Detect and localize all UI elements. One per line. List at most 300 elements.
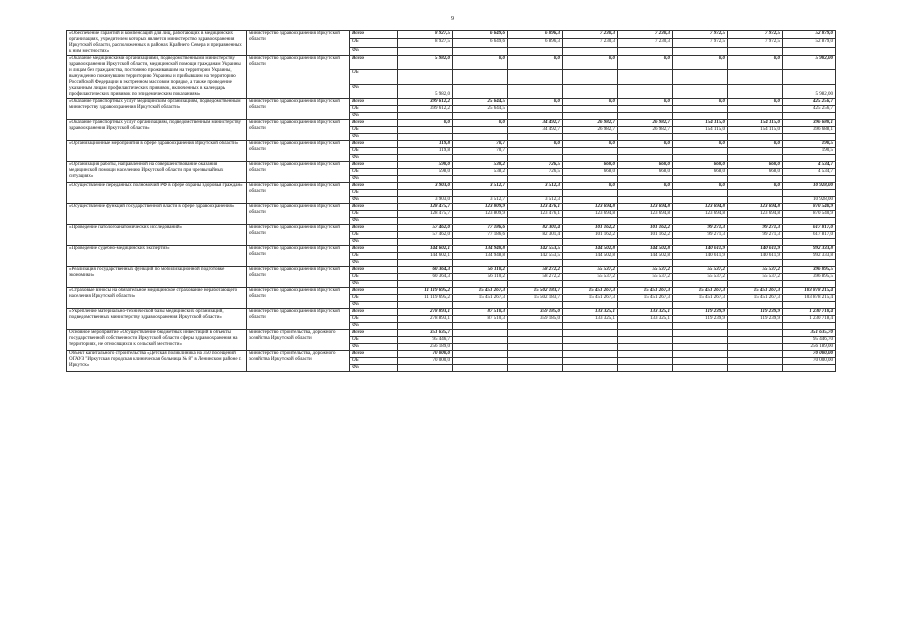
year-value-cell <box>398 365 453 372</box>
year-value-cell <box>728 190 783 197</box>
year-value-cell: 538,2 <box>453 169 508 176</box>
year-value-cell <box>453 134 508 141</box>
year-value-cell <box>508 344 563 351</box>
year-value-cell <box>728 84 783 98</box>
year-value-cell: 144 602,1 <box>398 253 453 260</box>
funding-source-label: Всего <box>350 31 398 39</box>
year-value-cell: 55 537,2 <box>618 274 673 281</box>
year-value-cell: 154 115,0 <box>673 127 728 134</box>
funding-source-label: ОБ <box>350 253 398 260</box>
year-value-cell <box>673 337 728 344</box>
year-value-cell: 82 301,4 <box>508 232 563 239</box>
year-value-cell <box>728 176 783 183</box>
year-value-cell: 101 162,2 <box>563 225 618 232</box>
total-cell: 396 688,1 <box>783 120 836 127</box>
total-cell <box>783 155 836 162</box>
table-row <box>67 162 836 169</box>
total-cell: 870 540,9 <box>783 211 836 218</box>
year-value-cell: 99 271,3 <box>728 225 783 232</box>
total-cell: 190,5 <box>783 141 836 148</box>
year-value-cell <box>618 239 673 246</box>
year-value-cell <box>728 239 783 246</box>
year-value-cell: 8 927,5 <box>398 31 453 39</box>
year-value-cell: 123 694,8 <box>728 211 783 218</box>
year-value-cell <box>508 260 563 267</box>
table-row <box>67 246 836 253</box>
year-value-cell <box>453 127 508 134</box>
total-cell <box>783 260 836 267</box>
year-value-cell: 123 809,9 <box>453 211 508 218</box>
year-value-cell: 25 644,5 <box>453 106 508 113</box>
funding-source-label: ФБ <box>350 281 398 288</box>
year-value-cell <box>673 84 728 98</box>
year-value-cell: 133 325,1 <box>563 309 618 316</box>
year-value-cell: 119 239,9 <box>728 309 783 316</box>
year-value-cell <box>508 358 563 365</box>
year-value-cell <box>398 176 453 183</box>
year-value-cell <box>728 323 783 330</box>
year-value-cell: 278 893,1 <box>398 309 453 316</box>
year-value-cell <box>508 106 563 113</box>
year-value-cell <box>453 302 508 309</box>
year-value-cell: 3 512,3 <box>508 183 563 190</box>
year-value-cell <box>398 70 453 84</box>
measure-name: «Оказание транспортных услуг медицинским организациям, подведомственным министерству здравоохранения Иркутской области» <box>67 99 247 120</box>
year-value-cell <box>673 148 728 155</box>
year-value-cell: 144 502,8 <box>618 246 673 253</box>
year-value-cell <box>728 358 783 365</box>
year-value-cell: 0,0 <box>508 56 563 70</box>
year-value-cell <box>563 106 618 113</box>
year-value-cell <box>508 84 563 98</box>
year-value-cell: 123 694,8 <box>563 204 618 211</box>
year-value-cell: 3 512,7 <box>453 183 508 190</box>
executor: министерство здравоохранения Иркутской области <box>247 246 350 267</box>
measure-name: «Укрепление материально-технической базы медицинских организаций, подведомственных министерству здравоохранения Иркутской области» <box>67 309 247 330</box>
year-value-cell: 123 694,8 <box>728 204 783 211</box>
year-value-cell: 7 972,5 <box>728 31 783 39</box>
year-value-cell: 3 903,0 <box>398 183 453 190</box>
year-value-cell <box>673 70 728 84</box>
funding-source-label: ФБ <box>350 84 398 98</box>
funding-source-label: ОБ <box>350 169 398 176</box>
year-value-cell: 55 537,2 <box>673 267 728 274</box>
year-value-cell: 7 230,3 <box>563 31 618 39</box>
total-cell: 870 540,9 <box>783 204 836 211</box>
year-value-cell: 77 186,6 <box>453 225 508 232</box>
year-value-cell <box>618 47 673 55</box>
year-value-cell <box>728 47 783 55</box>
year-value-cell <box>673 106 728 113</box>
year-value-cell <box>453 84 508 98</box>
year-value-cell <box>673 281 728 288</box>
year-value-cell: 668,0 <box>563 169 618 176</box>
year-value-cell: 5 982,0 <box>398 84 453 98</box>
year-value-cell: 15 451 267,3 <box>618 295 673 302</box>
executor: министерство здравоохранения Иркутской области <box>247 141 350 162</box>
year-value-cell: 144 502,8 <box>563 246 618 253</box>
total-cell: 396 895,5 <box>783 267 836 274</box>
year-value-cell <box>508 351 563 358</box>
year-value-cell: 359 185,0 <box>508 316 563 323</box>
year-value-cell: 0,0 <box>728 141 783 148</box>
year-value-cell: 26 982,7 <box>618 120 673 127</box>
year-value-cell <box>728 106 783 113</box>
funding-source-label: ОБ <box>350 316 398 323</box>
year-value-cell: 256 189,0 <box>398 344 453 351</box>
year-value-cell <box>618 365 673 372</box>
year-value-cell <box>398 323 453 330</box>
funding-source-label: ФБ <box>350 197 398 204</box>
year-value-cell <box>563 155 618 162</box>
year-value-cell <box>563 365 618 372</box>
year-value-cell: 7 230,3 <box>618 31 673 39</box>
year-value-cell <box>508 176 563 183</box>
measure-name: Основное мероприятие «Осуществление бюджетных инвестиций в объекты государственной собственности Иркутской области сферы здравоохранения на территориях, не относящихся к сельской местности» <box>67 330 247 351</box>
year-value-cell: 359 185,0 <box>508 309 563 316</box>
year-value-cell <box>618 176 673 183</box>
executor: министерство здравоохранения Иркутской области <box>247 99 350 120</box>
year-value-cell: 6 649,6 <box>453 39 508 47</box>
year-value-cell: 133 325,1 <box>618 316 673 323</box>
year-value-cell: 0,0 <box>673 183 728 190</box>
year-value-cell <box>563 176 618 183</box>
year-value-cell: 15 451 267,3 <box>453 288 508 295</box>
year-value-cell: 15 451 267,3 <box>673 288 728 295</box>
year-value-cell <box>673 302 728 309</box>
year-value-cell <box>398 239 453 246</box>
total-cell <box>783 176 836 183</box>
year-value-cell: 87 510,3 <box>453 316 508 323</box>
funding-source-label: ОБ <box>350 232 398 239</box>
year-value-cell <box>673 47 728 55</box>
funding-source-label: ФБ <box>350 176 398 183</box>
year-value-cell <box>563 239 618 246</box>
total-cell: 617 817,0 <box>783 232 836 239</box>
year-value-cell <box>508 190 563 197</box>
year-value-cell: 7 972,5 <box>728 39 783 47</box>
year-value-cell <box>618 155 673 162</box>
year-value-cell: 0,0 <box>563 141 618 148</box>
year-value-cell <box>508 330 563 337</box>
year-value-cell <box>618 302 673 309</box>
year-value-cell: 0,0 <box>563 99 618 106</box>
year-value-cell: 0,0 <box>673 141 728 148</box>
year-value-cell: 101 162,2 <box>618 232 673 239</box>
year-value-cell: 598,0 <box>398 162 453 169</box>
funding-source-label: ОБ <box>350 39 398 47</box>
year-value-cell <box>728 148 783 155</box>
year-value-cell: 7 230,3 <box>563 39 618 47</box>
year-value-cell <box>673 176 728 183</box>
year-value-cell: 119 239,9 <box>728 316 783 323</box>
executor: министерство здравоохранения Иркутской области <box>247 120 350 141</box>
measure-name: «Организация работы, направленной на совершенствование оказания медицинской помощи населению Иркутской области при чрезвычайных ситуациях» <box>67 162 247 183</box>
year-value-cell: 140 611,9 <box>673 246 728 253</box>
year-value-cell: 123 694,8 <box>673 204 728 211</box>
year-value-cell: 668,0 <box>728 162 783 169</box>
year-value-cell: 668,0 <box>618 162 673 169</box>
year-value-cell <box>453 330 508 337</box>
year-value-cell <box>673 330 728 337</box>
funding-source-label: ОБ <box>350 295 398 302</box>
funding-source-label: Всего <box>350 351 398 358</box>
year-value-cell <box>618 134 673 141</box>
year-value-cell: 95 446,7 <box>398 337 453 344</box>
year-value-cell <box>508 323 563 330</box>
table-row <box>67 141 836 148</box>
year-value-cell <box>728 344 783 351</box>
measure-name: «Страховые взносы на обязательное медицинское страхование неработающего населения Иркутской области» <box>67 288 247 309</box>
total-cell: 425 256,7 <box>783 106 836 113</box>
year-value-cell <box>673 323 728 330</box>
total-cell: 95 446,70 <box>783 337 836 344</box>
year-value-cell <box>618 190 673 197</box>
year-value-cell <box>728 260 783 267</box>
year-value-cell: 55 537,2 <box>563 267 618 274</box>
executor: министерство здравоохранения Иркутской области <box>247 288 350 309</box>
funding-source-label: Всего <box>350 141 398 148</box>
year-value-cell: 668,0 <box>618 169 673 176</box>
year-value-cell: 56 110,2 <box>453 274 508 281</box>
measure-name: «Организационные мероприятия в сфере здравоохранения Иркутской области» <box>67 141 247 162</box>
total-cell: 103 878 215,4 <box>783 295 836 302</box>
year-value-cell <box>728 155 783 162</box>
year-value-cell: 26 982,7 <box>563 127 618 134</box>
executor: министерство здравоохранения Иркутской области <box>247 162 350 183</box>
year-value-cell <box>673 218 728 225</box>
table-row <box>67 330 836 337</box>
year-value-cell <box>618 351 673 358</box>
year-value-cell: 55 537,2 <box>618 267 673 274</box>
year-value-cell: 119,8 <box>398 148 453 155</box>
funding-source-label: ФБ <box>350 302 398 309</box>
measure-name: «Оказание медицинскими организациями, подведомственными министерству здравоохранения Иркутской области, медицинской помощи гражданам Украины и лицам без гражданства, постоянно проживавшим на территории Украины, вынужденно покинувшим территорию Украины и прибывшим на территорию Российской Федерации в экстренном массовом порядке, а также проведение указанным лицам профилактических прививок, включенных в календарь профилактических прививок по эпидемическим показаниям» <box>67 56 247 99</box>
year-value-cell <box>673 365 728 372</box>
year-value-cell: 123 694,8 <box>618 204 673 211</box>
year-value-cell <box>508 337 563 344</box>
executor: министерство здравоохранения Иркутской области <box>247 183 350 204</box>
year-value-cell <box>728 302 783 309</box>
year-value-cell: 128 475,7 <box>398 204 453 211</box>
total-cell: 256 189,00 <box>783 344 836 351</box>
funding-source-label: ФБ <box>350 239 398 246</box>
funding-source-label: ФБ <box>350 218 398 225</box>
funding-source-label: ФБ <box>350 323 398 330</box>
year-value-cell <box>673 351 728 358</box>
funding-source-label: Всего <box>350 56 398 70</box>
year-value-cell: 0,0 <box>673 99 728 106</box>
year-value-cell <box>618 84 673 98</box>
year-value-cell: 82 301,4 <box>508 225 563 232</box>
year-value-cell <box>618 148 673 155</box>
year-value-cell: 399 612,2 <box>398 106 453 113</box>
year-value-cell <box>563 337 618 344</box>
year-value-cell: 144 502,8 <box>618 253 673 260</box>
year-value-cell: 0,0 <box>728 99 783 106</box>
year-value-cell: 668,0 <box>673 162 728 169</box>
year-value-cell: 3 903,0 <box>398 197 453 204</box>
year-value-cell <box>673 134 728 141</box>
year-value-cell <box>673 260 728 267</box>
total-cell: 396 895,5 <box>783 274 836 281</box>
total-cell: 5 982,00 <box>783 84 836 98</box>
executor: министерство строительства, дорожного хозяйства Иркутской области <box>247 351 350 372</box>
year-value-cell: 55 537,2 <box>728 274 783 281</box>
year-value-cell <box>563 260 618 267</box>
measure-name: «Осуществление переданных полномочий РФ в сфере охраны здоровья граждан» <box>67 183 247 204</box>
year-value-cell <box>563 218 618 225</box>
funding-source-label: Всего <box>350 288 398 295</box>
year-value-cell <box>398 190 453 197</box>
year-value-cell: 0,0 <box>618 183 673 190</box>
measure-name: «Проведение патологоанатомических исследований» <box>67 225 247 246</box>
year-value-cell: 15 451 267,3 <box>563 295 618 302</box>
year-value-cell <box>618 337 673 344</box>
year-value-cell <box>453 337 508 344</box>
year-value-cell <box>728 113 783 120</box>
year-value-cell <box>508 302 563 309</box>
year-value-cell <box>453 176 508 183</box>
year-value-cell: 25 644,5 <box>453 99 508 106</box>
total-cell: 1 230 718,4 <box>783 309 836 316</box>
funding-source-label: ОБ <box>350 70 398 84</box>
total-cell: 396 688,1 <box>783 127 836 134</box>
year-value-cell <box>563 323 618 330</box>
total-cell: 351 635,70 <box>783 330 836 337</box>
year-value-cell: 101 162,2 <box>618 225 673 232</box>
year-value-cell <box>673 239 728 246</box>
year-value-cell: 0,0 <box>508 141 563 148</box>
year-value-cell: 0,0 <box>453 120 508 127</box>
measure-name: «Проведение судебно-медицинских экспертиз» <box>67 246 247 267</box>
year-value-cell <box>563 148 618 155</box>
total-cell: 190,5 <box>783 148 836 155</box>
year-value-cell: 142 553,5 <box>508 253 563 260</box>
total-cell <box>783 323 836 330</box>
year-value-cell: 6 649,6 <box>453 31 508 39</box>
table-row <box>67 204 836 211</box>
year-value-cell: 119,8 <box>398 141 453 148</box>
year-value-cell: 15 502 183,7 <box>508 288 563 295</box>
year-value-cell: 26 982,7 <box>618 127 673 134</box>
year-value-cell <box>563 330 618 337</box>
year-value-cell: 0,0 <box>453 56 508 70</box>
executor: министерство здравоохранения Иркутской области <box>247 309 350 330</box>
year-value-cell: 154 115,0 <box>728 120 783 127</box>
measure-name: «Реализация государственных функций по мобилизационной подготовке экономики» <box>67 267 247 288</box>
year-value-cell: 3 512,7 <box>453 197 508 204</box>
year-value-cell <box>728 351 783 358</box>
funding-source-label: ФБ <box>350 365 398 372</box>
year-value-cell <box>508 134 563 141</box>
funding-source-label: ОБ <box>350 148 398 155</box>
year-value-cell: 7 230,3 <box>618 39 673 47</box>
year-value-cell <box>618 323 673 330</box>
funding-source-label: Всего <box>350 99 398 106</box>
year-value-cell: 128 475,7 <box>398 211 453 218</box>
year-value-cell <box>398 302 453 309</box>
year-value-cell: 70,7 <box>453 148 508 155</box>
funding-source-label: ОБ <box>350 190 398 197</box>
year-value-cell <box>453 113 508 120</box>
year-value-cell: 119 239,9 <box>673 309 728 316</box>
year-value-cell <box>453 281 508 288</box>
year-value-cell: 57 462,0 <box>398 225 453 232</box>
year-value-cell: 726,5 <box>508 169 563 176</box>
year-value-cell: 0,0 <box>728 56 783 70</box>
year-value-cell <box>618 113 673 120</box>
year-value-cell: 134 948,8 <box>453 246 508 253</box>
year-value-cell: 70,7 <box>453 141 508 148</box>
year-value-cell: 55 537,2 <box>563 274 618 281</box>
year-value-cell: 144 502,8 <box>563 253 618 260</box>
year-value-cell <box>398 134 453 141</box>
year-value-cell <box>453 365 508 372</box>
year-value-cell <box>508 239 563 246</box>
year-value-cell <box>673 358 728 365</box>
total-cell: 10 928,00 <box>783 197 836 204</box>
year-value-cell <box>453 155 508 162</box>
executor: министерство здравоохранения Иркутской области <box>247 31 350 56</box>
year-value-cell <box>728 281 783 288</box>
executor: министерство строительства, дорожного хозяйства Иркутской области <box>247 330 350 351</box>
year-value-cell: 140 611,9 <box>728 253 783 260</box>
year-value-cell <box>673 197 728 204</box>
year-value-cell: 7 972,5 <box>673 31 728 39</box>
year-value-cell: 140 611,9 <box>728 246 783 253</box>
total-cell: 1 230 718,4 <box>783 316 836 323</box>
year-value-cell: 7 972,5 <box>673 39 728 47</box>
funding-source-label: ОБ <box>350 127 398 134</box>
page-number: 9 <box>451 16 454 22</box>
year-value-cell <box>563 134 618 141</box>
year-value-cell <box>398 127 453 134</box>
year-value-cell <box>453 344 508 351</box>
table-row <box>67 56 836 70</box>
total-cell: 52 879,0 <box>783 31 836 39</box>
year-value-cell: 26 982,7 <box>563 120 618 127</box>
measure-name: «Осуществление функций государственной власти в сфере здравоохранения» <box>67 204 247 225</box>
year-value-cell <box>563 70 618 84</box>
year-value-cell <box>398 47 453 55</box>
total-cell <box>783 113 836 120</box>
total-cell: 992 333,8 <box>783 253 836 260</box>
year-value-cell: 0,0 <box>563 183 618 190</box>
funding-source-label: ОБ <box>350 358 398 365</box>
year-value-cell <box>398 113 453 120</box>
year-value-cell <box>398 155 453 162</box>
year-value-cell: 101 162,2 <box>563 232 618 239</box>
year-value-cell <box>508 281 563 288</box>
year-value-cell: 55 537,2 <box>673 274 728 281</box>
funding-source-label: Всего <box>350 162 398 169</box>
funding-source-label: ФБ <box>350 260 398 267</box>
total-cell: 4 534,7 <box>783 169 836 176</box>
year-value-cell: 87 510,3 <box>453 309 508 316</box>
year-value-cell <box>618 330 673 337</box>
funding-source-label: Всего <box>350 267 398 274</box>
year-value-cell <box>508 148 563 155</box>
year-value-cell: 278 893,1 <box>398 316 453 323</box>
executor: министерство здравоохранения Иркутской области <box>247 225 350 246</box>
year-value-cell: 15 451 267,3 <box>618 288 673 295</box>
year-value-cell <box>618 260 673 267</box>
year-value-cell <box>563 358 618 365</box>
year-value-cell: 538,2 <box>453 162 508 169</box>
year-value-cell: 15 451 267,3 <box>563 288 618 295</box>
year-value-cell <box>563 302 618 309</box>
